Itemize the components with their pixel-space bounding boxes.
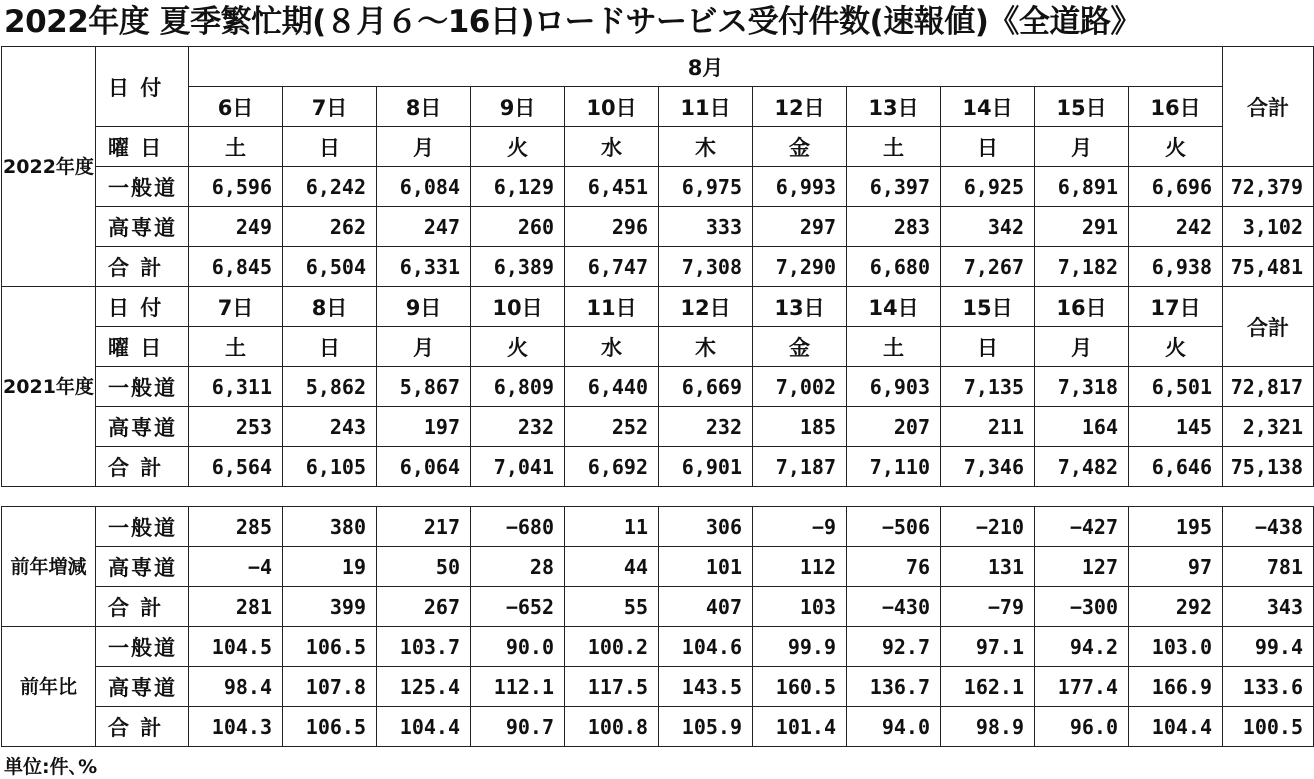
cell-y2021-weekdays: 月 (377, 327, 471, 367)
row-label: 一般道 (96, 627, 189, 667)
cell-ratio-total: 105.9 (659, 707, 753, 747)
cell-y2022-weekdays: 日 (283, 127, 377, 167)
date-cell: 11日 (565, 287, 659, 327)
cell-y2022-highway: 297 (753, 207, 847, 247)
cell-y2022-general: 6,993 (753, 167, 847, 207)
cell-diff-highway: 50 (377, 547, 471, 587)
cell-y2021-weekdays: 土 (847, 327, 941, 367)
cell-y2021-highway: 253 (189, 407, 283, 447)
date-cell: 16日 (1035, 287, 1129, 327)
cell-diff-total: −300 (1035, 587, 1129, 627)
cell-y2022-total: 7,308 (659, 247, 753, 287)
cell-ratio-total: 104.4 (1129, 707, 1223, 747)
month-header: 8月 (189, 47, 1223, 87)
cell-y2021-highway: 252 (565, 407, 659, 447)
sum-cell-y2022-highway: 3,102 (1223, 207, 1314, 247)
row-label: 曜 日 (96, 327, 189, 367)
sum-cell-y2022-total: 75,481 (1223, 247, 1314, 287)
cell-y2021-total: 6,064 (377, 447, 471, 487)
cell-y2021-general: 7,318 (1035, 367, 1129, 407)
cell-y2022-general: 6,242 (283, 167, 377, 207)
cell-y2022-general: 6,891 (1035, 167, 1129, 207)
cell-diff-general: −427 (1035, 507, 1129, 547)
cell-y2022-dates: 8日 (377, 87, 471, 127)
cell-diff-highway: 76 (847, 547, 941, 587)
cell-ratio-highway: 136.7 (847, 667, 941, 707)
cell-y2022-weekdays: 土 (189, 127, 283, 167)
cell-y2022-weekdays: 火 (471, 127, 565, 167)
cell-diff-highway: 44 (565, 547, 659, 587)
cell-ratio-highway: 117.5 (565, 667, 659, 707)
cell-y2022-general: 6,084 (377, 167, 471, 207)
cell-y2021-weekdays: 水 (565, 327, 659, 367)
cell-y2021-total: 7,041 (471, 447, 565, 487)
cell-y2021-weekdays: 火 (1129, 327, 1223, 367)
cell-ratio-highway: 112.1 (471, 667, 565, 707)
cell-diff-total: 399 (283, 587, 377, 627)
cell-y2021-weekdays: 火 (471, 327, 565, 367)
cell-ratio-total: 106.5 (283, 707, 377, 747)
cell-y2021-general: 6,903 (847, 367, 941, 407)
year-2021-label: 2021年度 (2, 287, 96, 487)
cell-diff-general: −506 (847, 507, 941, 547)
cell-y2022-total: 6,938 (1129, 247, 1223, 287)
cell-ratio-general: 97.1 (941, 627, 1035, 667)
cell-y2021-general: 7,135 (941, 367, 1035, 407)
cell-diff-general: 11 (565, 507, 659, 547)
sum-cell-y2022-general: 72,379 (1223, 167, 1314, 207)
cell-diff-general: 380 (283, 507, 377, 547)
cell-y2022-highway: 342 (941, 207, 1035, 247)
cell-diff-total: 281 (189, 587, 283, 627)
cell-y2021-weekdays: 日 (941, 327, 1035, 367)
cell-y2022-total: 6,747 (565, 247, 659, 287)
cell-diff-highway: 28 (471, 547, 565, 587)
cell-diff-total: −79 (941, 587, 1035, 627)
row-label: 合 計 (96, 587, 189, 627)
cell-y2021-total: 6,646 (1129, 447, 1223, 487)
cell-ratio-general: 106.5 (283, 627, 377, 667)
comparison-table (1, 506, 1314, 747)
cell-ratio-total: 90.7 (471, 707, 565, 747)
cell-y2021-total: 7,187 (753, 447, 847, 487)
cell-y2021-highway: 243 (283, 407, 377, 447)
cell-y2022-weekdays: 火 (1129, 127, 1223, 167)
row-label: 高専道 (96, 547, 189, 587)
date-header-label: 日 付 (96, 47, 189, 127)
date-header-label: 日 付 (96, 287, 189, 327)
cell-y2021-total: 6,105 (283, 447, 377, 487)
cell-y2022-weekdays: 土 (847, 127, 941, 167)
cell-ratio-highway: 98.4 (189, 667, 283, 707)
date-cell: 8日 (283, 287, 377, 327)
sum-header: 合計 (1223, 47, 1314, 167)
cell-y2021-highway: 164 (1035, 407, 1129, 447)
cell-diff-general: 217 (377, 507, 471, 547)
cell-y2022-total: 6,331 (377, 247, 471, 287)
cell-y2021-highway: 232 (471, 407, 565, 447)
cell-y2022-highway: 296 (565, 207, 659, 247)
cell-ratio-general: 100.2 (565, 627, 659, 667)
row-label: 一般道 (96, 167, 189, 207)
cell-y2021-highway: 145 (1129, 407, 1223, 447)
cell-y2021-total: 7,110 (847, 447, 941, 487)
sum-cell-diff-highway: 781 (1223, 547, 1314, 587)
cell-y2022-dates: 10日 (565, 87, 659, 127)
cell-ratio-general: 90.0 (471, 627, 565, 667)
group-label: 前年増減 (2, 507, 96, 627)
cell-diff-total: 103 (753, 587, 847, 627)
cell-y2021-highway: 185 (753, 407, 847, 447)
cell-ratio-highway: 143.5 (659, 667, 753, 707)
cell-y2021-total: 6,564 (189, 447, 283, 487)
cell-y2022-general: 6,397 (847, 167, 941, 207)
cell-y2022-general: 6,975 (659, 167, 753, 207)
cell-y2022-total: 7,290 (753, 247, 847, 287)
cell-ratio-total: 100.8 (565, 707, 659, 747)
cell-y2022-general: 6,596 (189, 167, 283, 207)
cell-y2022-highway: 249 (189, 207, 283, 247)
cell-y2021-weekdays: 木 (659, 327, 753, 367)
cell-y2021-general: 6,501 (1129, 367, 1223, 407)
sum-cell-y2021-total: 75,138 (1223, 447, 1314, 487)
cell-diff-total: −652 (471, 587, 565, 627)
cell-ratio-total: 104.4 (377, 707, 471, 747)
cell-y2022-highway: 260 (471, 207, 565, 247)
sum-cell-diff-total: 343 (1223, 587, 1314, 627)
row-label: 一般道 (96, 367, 189, 407)
date-cell: 10日 (471, 287, 565, 327)
cell-diff-highway: 131 (941, 547, 1035, 587)
cell-ratio-general: 103.7 (377, 627, 471, 667)
cell-y2022-weekdays: 水 (565, 127, 659, 167)
cell-ratio-general: 99.9 (753, 627, 847, 667)
cell-y2021-total: 6,692 (565, 447, 659, 487)
cell-diff-general: −210 (941, 507, 1035, 547)
sum-cell-ratio-total: 100.5 (1223, 707, 1314, 747)
cell-ratio-highway: 177.4 (1035, 667, 1129, 707)
cell-ratio-total: 104.3 (189, 707, 283, 747)
cell-diff-highway: 127 (1035, 547, 1129, 587)
cell-diff-highway: 112 (753, 547, 847, 587)
cell-y2022-dates: 13日 (847, 87, 941, 127)
main-table (1, 46, 1314, 487)
cell-y2021-highway: 207 (847, 407, 941, 447)
cell-y2021-general: 6,669 (659, 367, 753, 407)
cell-y2021-weekdays: 金 (753, 327, 847, 367)
cell-y2021-general: 5,867 (377, 367, 471, 407)
cell-y2022-general: 6,129 (471, 167, 565, 207)
unit-note: 単位:件､% (4, 756, 98, 778)
cell-y2022-weekdays: 月 (1035, 127, 1129, 167)
cell-y2022-general: 6,925 (941, 167, 1035, 207)
cell-y2021-total: 7,482 (1035, 447, 1129, 487)
row-label: 高専道 (96, 207, 189, 247)
cell-y2022-weekdays: 木 (659, 127, 753, 167)
row-label: 高専道 (96, 407, 189, 447)
cell-ratio-highway: 166.9 (1129, 667, 1223, 707)
cell-y2021-highway: 197 (377, 407, 471, 447)
cell-y2021-weekdays: 日 (283, 327, 377, 367)
sum-cell-diff-general: −438 (1223, 507, 1314, 547)
cell-diff-general: −9 (753, 507, 847, 547)
cell-y2022-dates: 16日 (1129, 87, 1223, 127)
cell-diff-total: −430 (847, 587, 941, 627)
cell-diff-highway: 101 (659, 547, 753, 587)
cell-y2022-highway: 283 (847, 207, 941, 247)
cell-y2021-general: 7,002 (753, 367, 847, 407)
cell-y2021-general: 6,311 (189, 367, 283, 407)
row-label: 合 計 (96, 707, 189, 747)
year-2022-label: 2022年度 (2, 47, 96, 287)
cell-y2021-highway: 232 (659, 407, 753, 447)
sum-cell-ratio-general: 99.4 (1223, 627, 1314, 667)
cell-y2022-total: 7,182 (1035, 247, 1129, 287)
cell-y2022-total: 7,267 (941, 247, 1035, 287)
group-label: 前年比 (2, 627, 96, 747)
cell-y2022-dates: 9日 (471, 87, 565, 127)
cell-y2022-weekdays: 日 (941, 127, 1035, 167)
date-cell: 14日 (847, 287, 941, 327)
date-cell: 17日 (1129, 287, 1223, 327)
cell-diff-general: 285 (189, 507, 283, 547)
cell-y2022-total: 6,845 (189, 247, 283, 287)
cell-diff-total: 292 (1129, 587, 1223, 627)
cell-ratio-highway: 107.8 (283, 667, 377, 707)
date-cell: 12日 (659, 287, 753, 327)
cell-diff-total: 55 (565, 587, 659, 627)
cell-diff-general: 195 (1129, 507, 1223, 547)
sum-header: 合計 (1223, 287, 1314, 367)
cell-diff-general: −680 (471, 507, 565, 547)
sum-cell-ratio-highway: 133.6 (1223, 667, 1314, 707)
cell-y2021-general: 5,862 (283, 367, 377, 407)
row-label: 合 計 (96, 247, 189, 287)
cell-y2021-highway: 211 (941, 407, 1035, 447)
cell-y2022-dates: 11日 (659, 87, 753, 127)
cell-y2022-highway: 242 (1129, 207, 1223, 247)
cell-diff-highway: −4 (189, 547, 283, 587)
cell-y2021-general: 6,440 (565, 367, 659, 407)
cell-diff-total: 407 (659, 587, 753, 627)
cell-y2022-general: 6,451 (565, 167, 659, 207)
cell-ratio-total: 96.0 (1035, 707, 1129, 747)
cell-y2022-general: 6,696 (1129, 167, 1223, 207)
date-cell: 7日 (189, 287, 283, 327)
cell-ratio-highway: 162.1 (941, 667, 1035, 707)
cell-y2021-weekdays: 土 (189, 327, 283, 367)
cell-y2022-weekdays: 月 (377, 127, 471, 167)
cell-y2022-total: 6,680 (847, 247, 941, 287)
cell-y2022-weekdays: 金 (753, 127, 847, 167)
cell-y2021-general: 6,809 (471, 367, 565, 407)
row-label: 合 計 (96, 447, 189, 487)
cell-y2022-highway: 262 (283, 207, 377, 247)
cell-diff-highway: 97 (1129, 547, 1223, 587)
cell-y2022-dates: 14日 (941, 87, 1035, 127)
row-label: 曜 日 (96, 127, 189, 167)
cell-ratio-general: 103.0 (1129, 627, 1223, 667)
cell-ratio-total: 101.4 (753, 707, 847, 747)
cell-y2021-weekdays: 月 (1035, 327, 1129, 367)
cell-ratio-general: 104.6 (659, 627, 753, 667)
page-title: 2022年度 夏季繁忙期(８月６～16日)ロードサービス受付件数(速報値)《全道路》 (4, 4, 1141, 40)
cell-y2021-total: 6,901 (659, 447, 753, 487)
cell-ratio-highway: 125.4 (377, 667, 471, 707)
cell-ratio-total: 94.0 (847, 707, 941, 747)
cell-ratio-highway: 160.5 (753, 667, 847, 707)
cell-ratio-general: 104.5 (189, 627, 283, 667)
date-cell: 15日 (941, 287, 1035, 327)
cell-y2022-highway: 291 (1035, 207, 1129, 247)
cell-y2022-dates: 12日 (753, 87, 847, 127)
cell-y2021-total: 7,346 (941, 447, 1035, 487)
cell-diff-highway: 19 (283, 547, 377, 587)
date-cell: 9日 (377, 287, 471, 327)
cell-y2022-dates: 7日 (283, 87, 377, 127)
sum-cell-y2021-general: 72,817 (1223, 367, 1314, 407)
cell-ratio-total: 98.9 (941, 707, 1035, 747)
row-label: 高専道 (96, 667, 189, 707)
sum-cell-y2021-highway: 2,321 (1223, 407, 1314, 447)
row-label: 一般道 (96, 507, 189, 547)
cell-y2022-total: 6,504 (283, 247, 377, 287)
cell-y2022-dates: 6日 (189, 87, 283, 127)
cell-y2022-highway: 333 (659, 207, 753, 247)
date-cell: 13日 (753, 287, 847, 327)
cell-y2022-highway: 247 (377, 207, 471, 247)
cell-diff-general: 306 (659, 507, 753, 547)
cell-y2022-total: 6,389 (471, 247, 565, 287)
cell-ratio-general: 92.7 (847, 627, 941, 667)
cell-y2022-dates: 15日 (1035, 87, 1129, 127)
cell-ratio-general: 94.2 (1035, 627, 1129, 667)
cell-diff-total: 267 (377, 587, 471, 627)
